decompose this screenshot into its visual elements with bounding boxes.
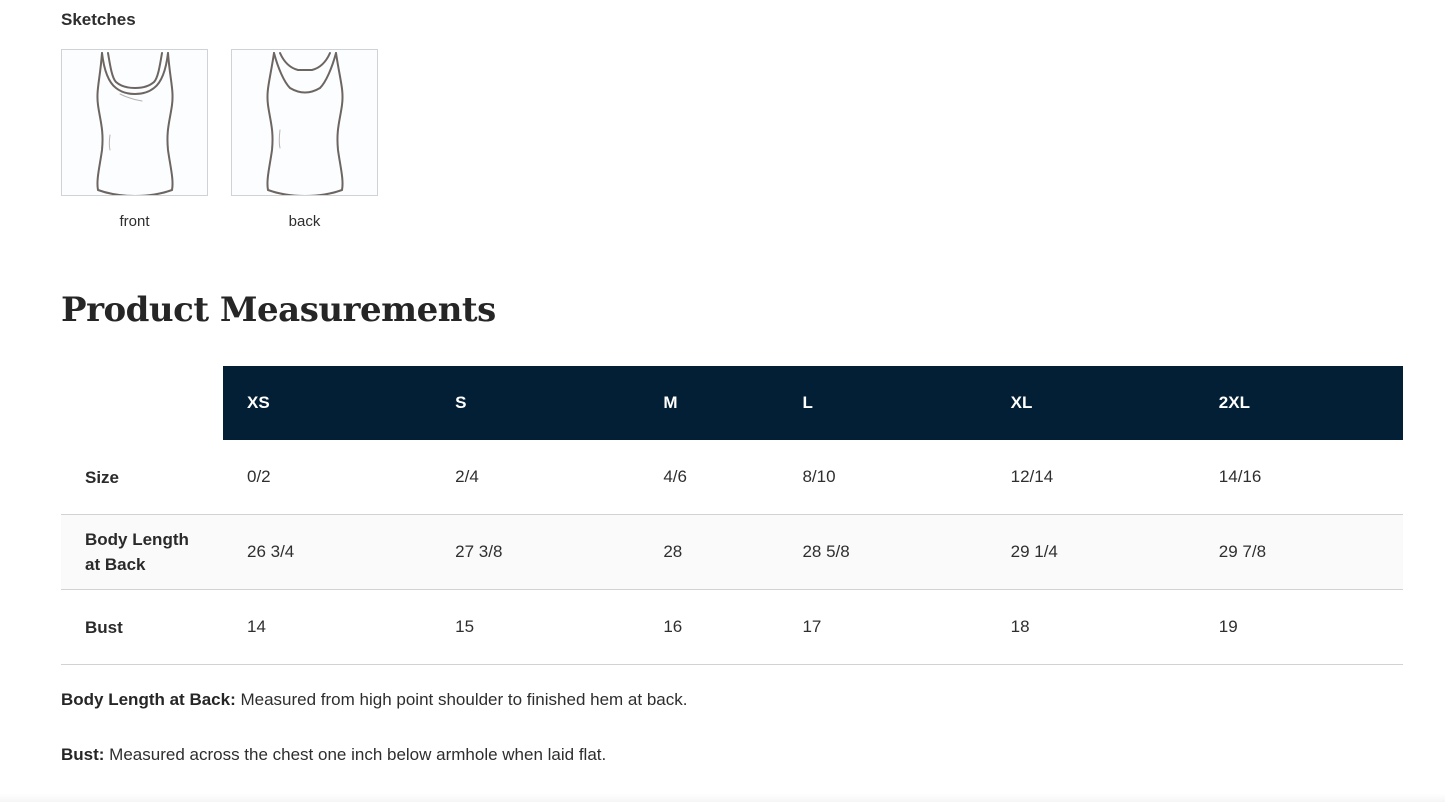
table-row-size (61, 440, 1403, 515)
table-cell: 28 (639, 515, 778, 590)
row-label-line: at Back (85, 555, 146, 574)
table-cell: 14 (223, 590, 431, 665)
column-header-s: S (431, 366, 639, 440)
tank-top-back-icon (260, 50, 350, 195)
note-text: Measured from high point shoulder to finished hem at back. (235, 690, 688, 709)
row-label-size: Size (61, 440, 223, 515)
table-cell: 8/10 (778, 440, 986, 515)
column-header-m: M (639, 366, 778, 440)
row-label-body-length (61, 515, 223, 590)
table-row-bust (61, 590, 1403, 665)
tank-top-front-icon (90, 50, 180, 195)
table-cell: 15 (431, 590, 639, 665)
table-cell: 17 (778, 590, 986, 665)
table-cell: 29 1/4 (987, 515, 1195, 590)
sketch-back-image[interactable] (231, 49, 378, 196)
product-measurements-heading: Product Measurements (61, 290, 496, 330)
sketch-front-caption: front (119, 213, 150, 230)
sketch-front-image[interactable] (61, 49, 208, 196)
table-cell: 4/6 (639, 440, 778, 515)
size-header-row (61, 366, 1403, 440)
table-cell: 2/4 (431, 440, 639, 515)
table-cell: 18 (987, 590, 1195, 665)
sketch-back[interactable] (231, 49, 378, 230)
header-corner-cell (61, 366, 223, 440)
table-cell: 12/14 (987, 440, 1195, 515)
row-label-bust: Bust (61, 590, 223, 665)
row-label-line: Body Length (85, 530, 189, 549)
sketch-front[interactable] (61, 49, 208, 230)
sketch-back-caption: back (288, 213, 321, 230)
note-term: Bust: (61, 745, 105, 764)
table-row-body-length (61, 515, 1403, 590)
column-header-2xl: 2XL (1195, 366, 1403, 440)
note-body-length (61, 690, 687, 710)
table-cell: 26 3/4 (223, 515, 431, 590)
column-header-xl: XL (987, 366, 1195, 440)
table-cell: 16 (639, 590, 778, 665)
table-cell: 14/16 (1195, 440, 1403, 515)
note-term: Body Length at Back: (61, 690, 236, 709)
table-cell: 28 5/8 (778, 515, 986, 590)
bottom-shadow (0, 794, 1445, 802)
measurements-table (61, 366, 1403, 665)
column-header-l: L (778, 366, 986, 440)
table-cell: 19 (1195, 590, 1403, 665)
sketches-heading: Sketches (61, 10, 136, 29)
column-header-xs: XS (223, 366, 431, 440)
table-cell: 27 3/8 (431, 515, 639, 590)
note-bust (61, 745, 606, 765)
table-cell: 29 7/8 (1195, 515, 1403, 590)
note-text: Measured across the chest one inch below armhole when laid flat. (104, 745, 607, 764)
table-cell: 0/2 (223, 440, 431, 515)
